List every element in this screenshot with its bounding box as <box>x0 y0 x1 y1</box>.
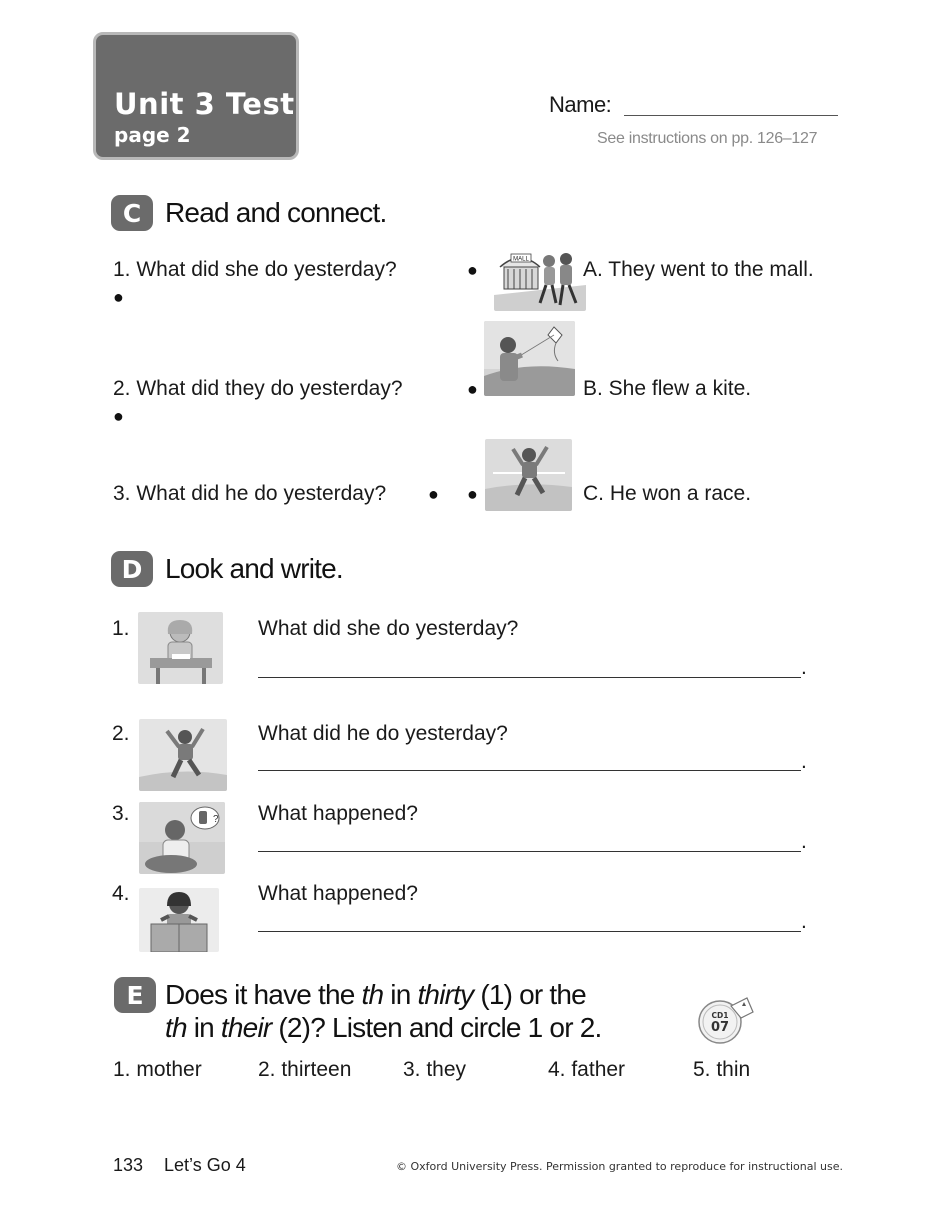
writing-girl-picture <box>138 612 223 684</box>
section-e-title-line-2: th in their (2)? Listen and circle 1 or 2. <box>165 1012 602 1043</box>
e-word-5[interactable]: 5. thin <box>693 1058 751 1081</box>
connect-dot-right-1[interactable]: ● <box>467 260 478 280</box>
answer-c: C. He won a race. <box>583 482 752 505</box>
unit-header-box <box>93 32 299 160</box>
answer-line-1[interactable] <box>258 677 801 678</box>
section-c-title: Read and connect. <box>165 197 387 228</box>
d-item-number: 2. <box>112 722 130 745</box>
connect-dot-left-2[interactable]: ● <box>113 406 124 426</box>
e-word-2[interactable]: 2. thirteen <box>258 1058 352 1081</box>
name-label: Name: <box>549 92 612 117</box>
d-item-number: 4. <box>112 882 130 905</box>
period-1: . <box>801 656 807 679</box>
period-4: . <box>801 910 807 933</box>
unit-page-label: page 2 <box>114 123 191 147</box>
section-c-badge: C <box>111 195 153 231</box>
d-question-1: What did she do yesterday? <box>258 617 519 640</box>
cd-track-icon <box>697 996 757 1046</box>
connect-dot-right-3[interactable]: ● <box>467 484 478 504</box>
section-e-title-line-1: Does it have the th in thirty (1) or the <box>165 979 586 1010</box>
gift-girl-picture <box>139 888 219 952</box>
e-word-3[interactable]: 3. they <box>403 1058 467 1081</box>
broken-phone-boy-picture <box>139 802 225 874</box>
page-number: 133 <box>113 1155 144 1175</box>
e-word-4[interactable]: 4. father <box>548 1058 626 1081</box>
answer-b: B. She flew a kite. <box>583 377 752 400</box>
section-d-badge: D <box>111 551 153 587</box>
e-word-1[interactable]: 1. mother <box>113 1058 202 1081</box>
d-item-number: 3. <box>112 802 130 825</box>
svg-text:CD1: CD1 <box>711 1011 729 1020</box>
mall-sign-text: MALL <box>513 256 529 263</box>
section-d-title: Look and write. <box>165 553 343 584</box>
section-e-badge: E <box>114 977 156 1013</box>
svg-text:?: ? <box>213 814 219 825</box>
answer-line-4[interactable] <box>258 931 801 932</box>
name-field-line[interactable] <box>624 115 838 116</box>
kite-girl-picture <box>484 321 575 396</box>
question-c3: 3. What did he do yesterday? <box>113 482 387 505</box>
jumping-boy-picture <box>139 719 227 791</box>
connect-dot-right-2[interactable]: ● <box>467 379 478 399</box>
mall-walk-picture <box>494 245 586 311</box>
book-title: Let’s Go 4 <box>164 1155 246 1175</box>
instructions-note: See instructions on pp. 126–127 <box>597 130 818 147</box>
period-3: . <box>801 830 807 853</box>
d-item-number: 1. <box>112 617 130 640</box>
question-c1: 1. What did she do yesterday? <box>113 258 397 281</box>
question-c2: 2. What did they do yesterday? <box>113 377 403 400</box>
period-2: . <box>801 750 807 773</box>
connect-dot-left-3[interactable]: ● <box>428 484 439 504</box>
d-question-3: What happened? <box>258 802 418 825</box>
d-question-2: What did he do yesterday? <box>258 722 508 745</box>
svg-text:07: 07 <box>710 1020 730 1035</box>
answer-a: A. They went to the mall. <box>583 258 814 281</box>
answer-line-3[interactable] <box>258 851 801 852</box>
copyright-notice: © Oxford University Press. Permission granted to reproduce for instructional use. <box>396 1160 844 1173</box>
unit-title: Unit 3 Test <box>114 87 295 121</box>
race-boy-picture <box>485 439 572 511</box>
answer-line-2[interactable] <box>258 770 801 771</box>
d-question-4: What happened? <box>258 882 418 905</box>
connect-dot-left-1[interactable]: ● <box>113 287 124 307</box>
